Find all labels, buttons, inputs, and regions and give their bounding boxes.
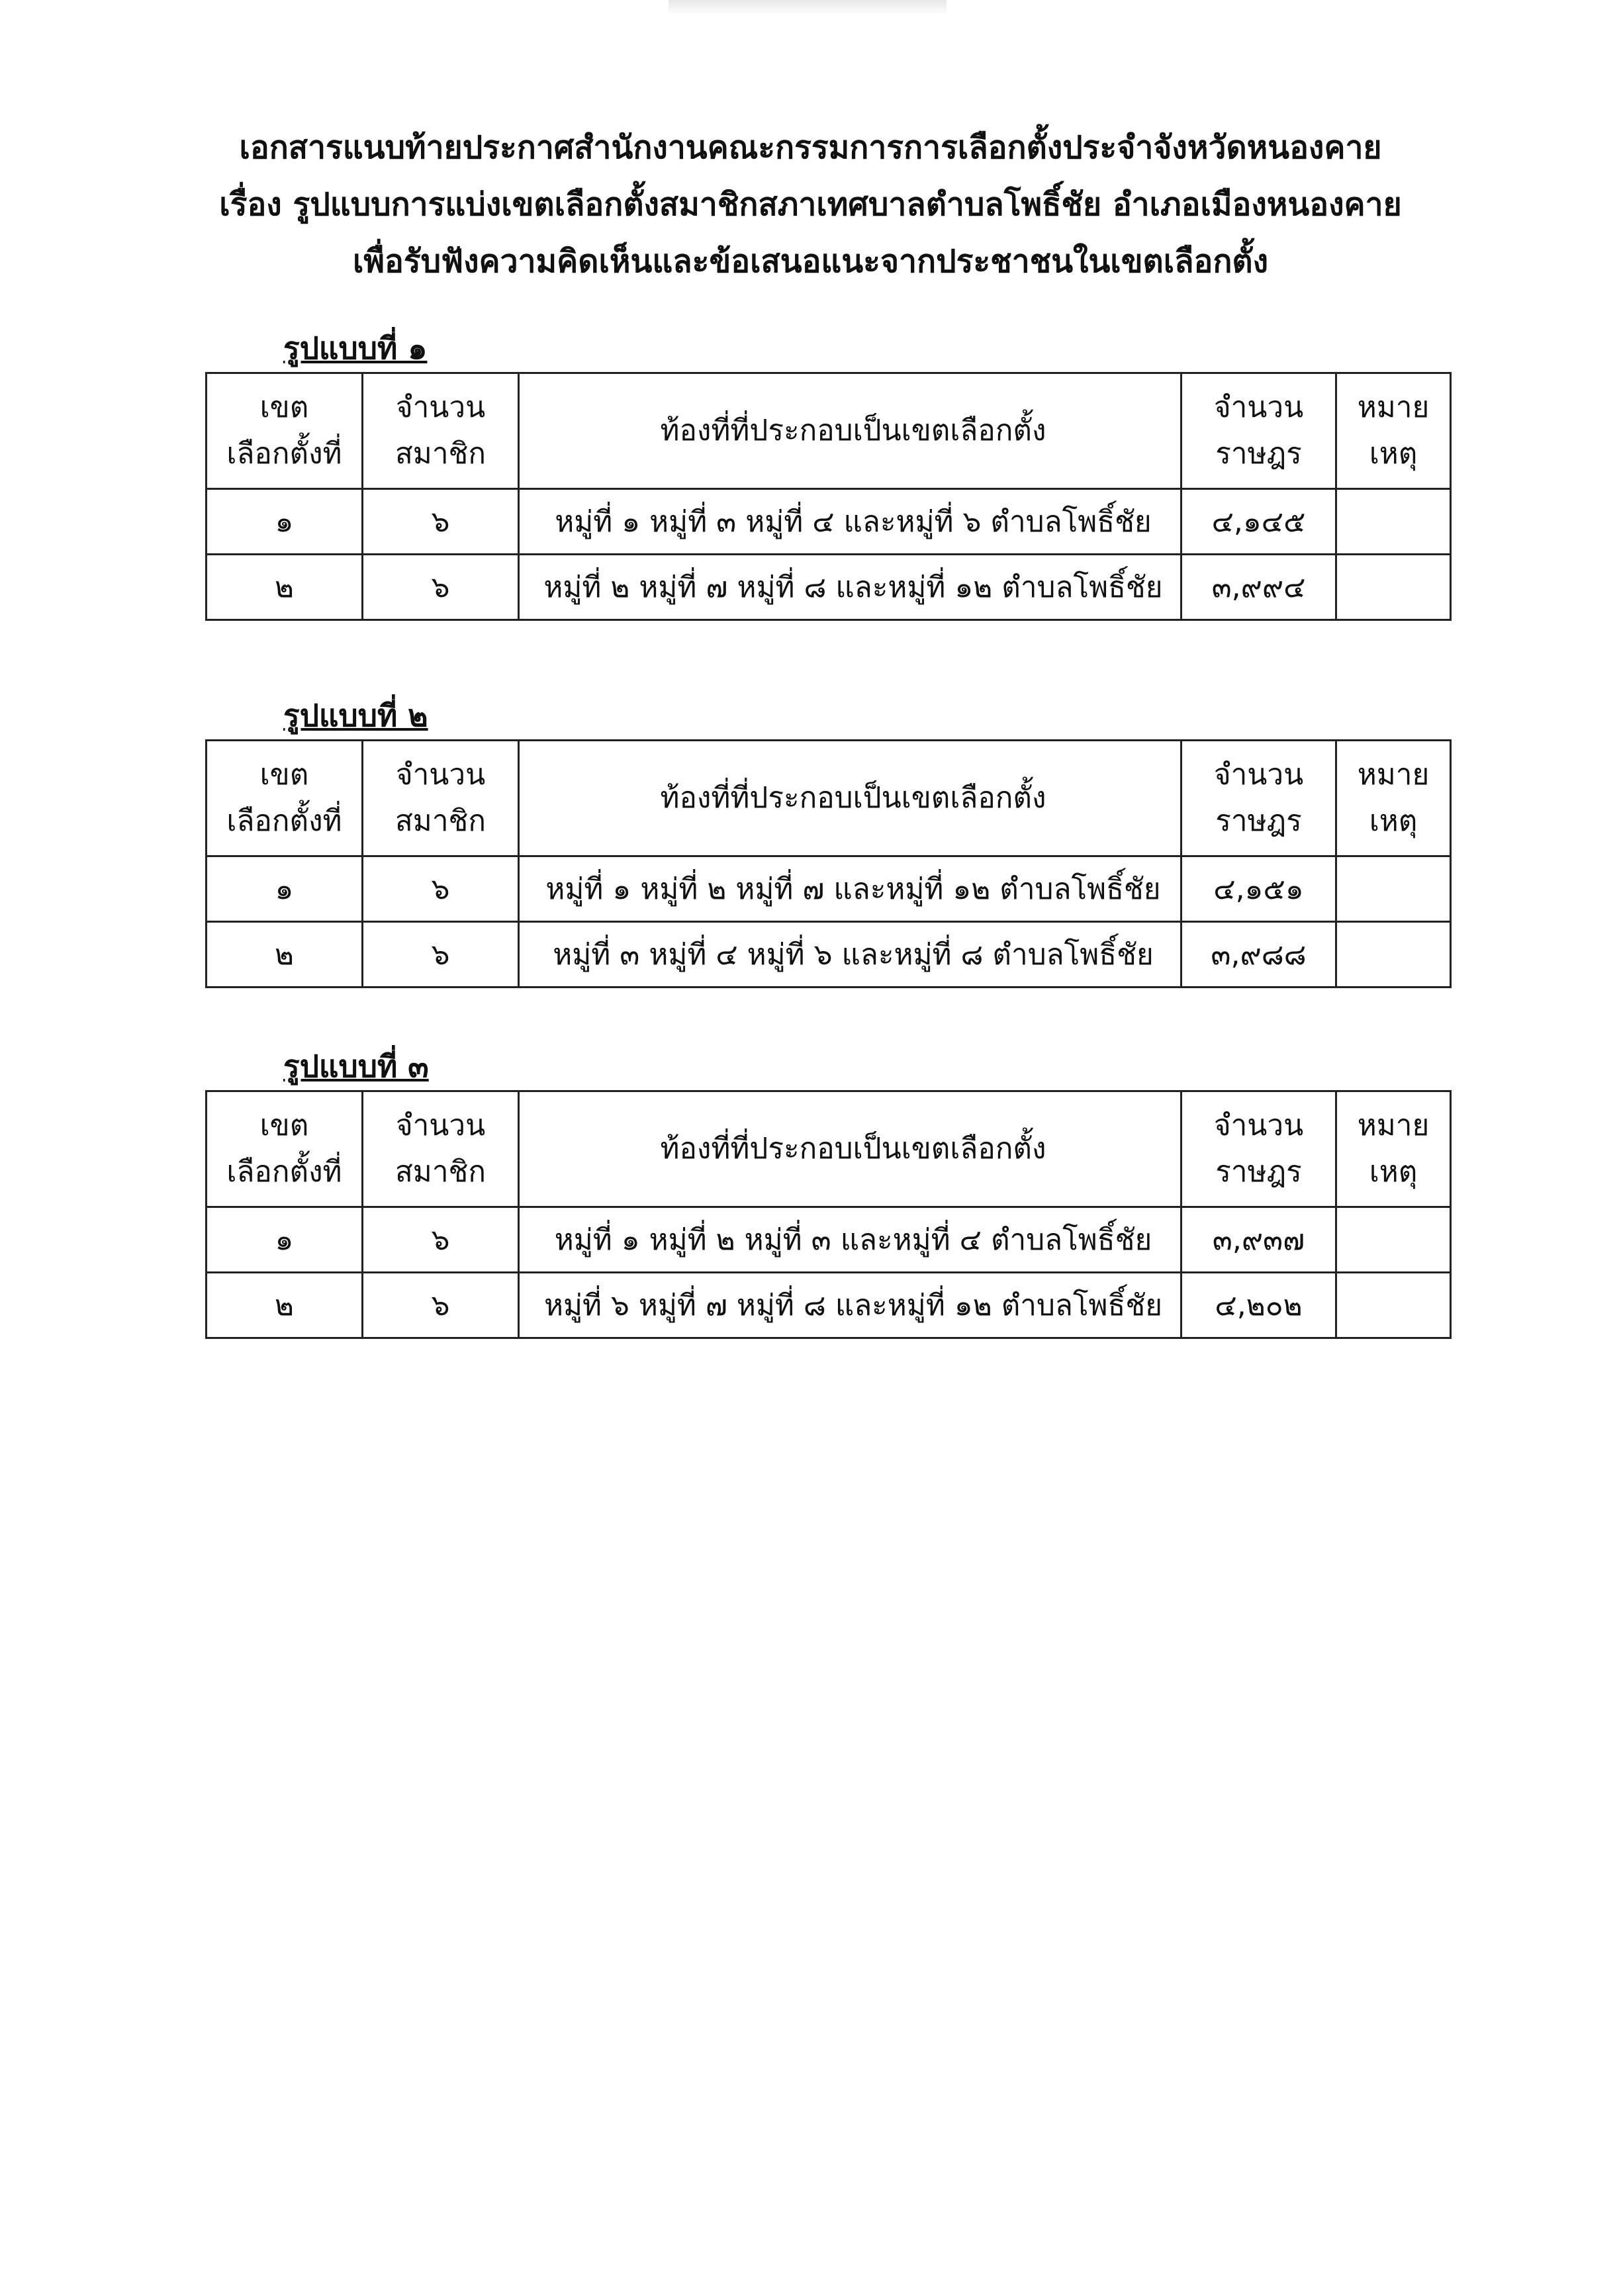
table-row xyxy=(207,856,1451,922)
population-cell: ๔,๒๐๒ xyxy=(1181,1273,1336,1338)
note-cell xyxy=(1336,1207,1451,1273)
zone-cell: ๒ xyxy=(207,1273,363,1338)
note-cell xyxy=(1336,489,1451,555)
header-note: หมาย เหตุ xyxy=(1336,373,1451,489)
table-row xyxy=(207,1207,1451,1273)
members-cell: ๖ xyxy=(363,555,519,620)
table-row xyxy=(207,555,1451,620)
table-header-row xyxy=(207,373,1451,489)
note-cell xyxy=(1336,555,1451,620)
table-header-row xyxy=(207,741,1451,856)
members-cell: ๖ xyxy=(363,922,519,987)
note-cell xyxy=(1336,1273,1451,1338)
zone-cell: ๒ xyxy=(207,555,363,620)
header-area: ท้องที่ที่ประกอบเป็นเขตเลือกตั้ง xyxy=(519,741,1181,856)
format-title: รูปแบบที่ ๒ xyxy=(283,698,428,733)
members-cell: ๖ xyxy=(363,1207,519,1273)
population-cell: ๔,๑๕๑ xyxy=(1181,856,1336,922)
area-cell: หมู่ที่ ๑ หมู่ที่ ๓ หมู่ที่ ๔ และหมู่ที่ ๖ ตำบลโพธิ์ชัย xyxy=(519,489,1181,555)
population-cell: ๓,๙๓๗ xyxy=(1181,1207,1336,1273)
scan-artifact xyxy=(669,0,947,15)
header-note: หมาย เหตุ xyxy=(1336,741,1451,856)
note-cell xyxy=(1336,922,1451,987)
header-population: จำนวน ราษฎร xyxy=(1181,373,1336,489)
zone-cell: ๑ xyxy=(207,489,363,555)
area-cell: หมู่ที่ ๑ หมู่ที่ ๒ หมู่ที่ ๗ และหมู่ที่ ๑๒ ตำบลโพธิ์ชัย xyxy=(519,856,1181,922)
members-cell: ๖ xyxy=(363,856,519,922)
header-zone: เขต เลือกตั้งที่ xyxy=(207,373,363,489)
header-population: จำนวน ราษฎร xyxy=(1181,741,1336,856)
document-header xyxy=(0,119,1621,290)
population-cell: ๔,๑๔๕ xyxy=(1181,489,1336,555)
note-cell xyxy=(1336,856,1451,922)
format-title: รูปแบบที่ ๑ xyxy=(283,330,428,366)
format-title: รูปแบบที่ ๓ xyxy=(283,1048,429,1084)
header-members: จำนวน สมาชิก xyxy=(363,1091,519,1207)
table-header-row xyxy=(207,1091,1451,1207)
district-table xyxy=(205,372,1452,621)
header-line-1: เอกสารแนบท้ายประกาศสำนักงานคณะกรรมการการเลือกตั้งประจำจังหวัดหนองคาย xyxy=(239,129,1382,166)
zone-cell: ๑ xyxy=(207,1207,363,1273)
header-note: หมาย เหตุ xyxy=(1336,1091,1451,1207)
header-line-3: เพื่อรับฟังความคิดเห็นและข้อเสนอแนะจากประชาชนในเขตเลือกตั้ง xyxy=(352,243,1269,280)
header-members: จำนวน สมาชิก xyxy=(363,741,519,856)
area-cell: หมู่ที่ ๖ หมู่ที่ ๗ หมู่ที่ ๘ และหมู่ที่ ๑๒ ตำบลโพธิ์ชัย xyxy=(519,1273,1181,1338)
header-zone: เขต เลือกตั้งที่ xyxy=(207,741,363,856)
header-area: ท้องที่ที่ประกอบเป็นเขตเลือกตั้ง xyxy=(519,1091,1181,1207)
members-cell: ๖ xyxy=(363,489,519,555)
header-area: ท้องที่ที่ประกอบเป็นเขตเลือกตั้ง xyxy=(519,373,1181,489)
table-row xyxy=(207,489,1451,555)
header-population: จำนวน ราษฎร xyxy=(1181,1091,1336,1207)
members-cell: ๖ xyxy=(363,1273,519,1338)
table-row xyxy=(207,1273,1451,1338)
district-table xyxy=(205,739,1452,988)
format-section-3 xyxy=(205,1042,1463,1339)
population-cell: ๓,๙๙๔ xyxy=(1181,555,1336,620)
header-zone: เขต เลือกตั้งที่ xyxy=(207,1091,363,1207)
area-cell: หมู่ที่ ๓ หมู่ที่ ๔ หมู่ที่ ๖ และหมู่ที่ ๘ ตำบลโพธิ์ชัย xyxy=(519,922,1181,987)
table-row xyxy=(207,922,1451,987)
area-cell: หมู่ที่ ๒ หมู่ที่ ๗ หมู่ที่ ๘ และหมู่ที่ ๑๒ ตำบลโพธิ์ชัย xyxy=(519,555,1181,620)
header-line-2: เรื่อง รูปแบบการแบ่งเขตเลือกตั้งสมาชิกสภาเทศบาลตำบลโพธิ์ชัย อำเภอเมืองหนองคาย xyxy=(219,186,1402,223)
zone-cell: ๒ xyxy=(207,922,363,987)
header-members: จำนวน สมาชิก xyxy=(363,373,519,489)
zone-cell: ๑ xyxy=(207,856,363,922)
format-section-2 xyxy=(205,692,1463,988)
population-cell: ๓,๙๘๘ xyxy=(1181,922,1336,987)
format-section-1 xyxy=(205,324,1463,621)
district-table xyxy=(205,1090,1452,1339)
area-cell: หมู่ที่ ๑ หมู่ที่ ๒ หมู่ที่ ๓ และหมู่ที่ ๔ ตำบลโพธิ์ชัย xyxy=(519,1207,1181,1273)
